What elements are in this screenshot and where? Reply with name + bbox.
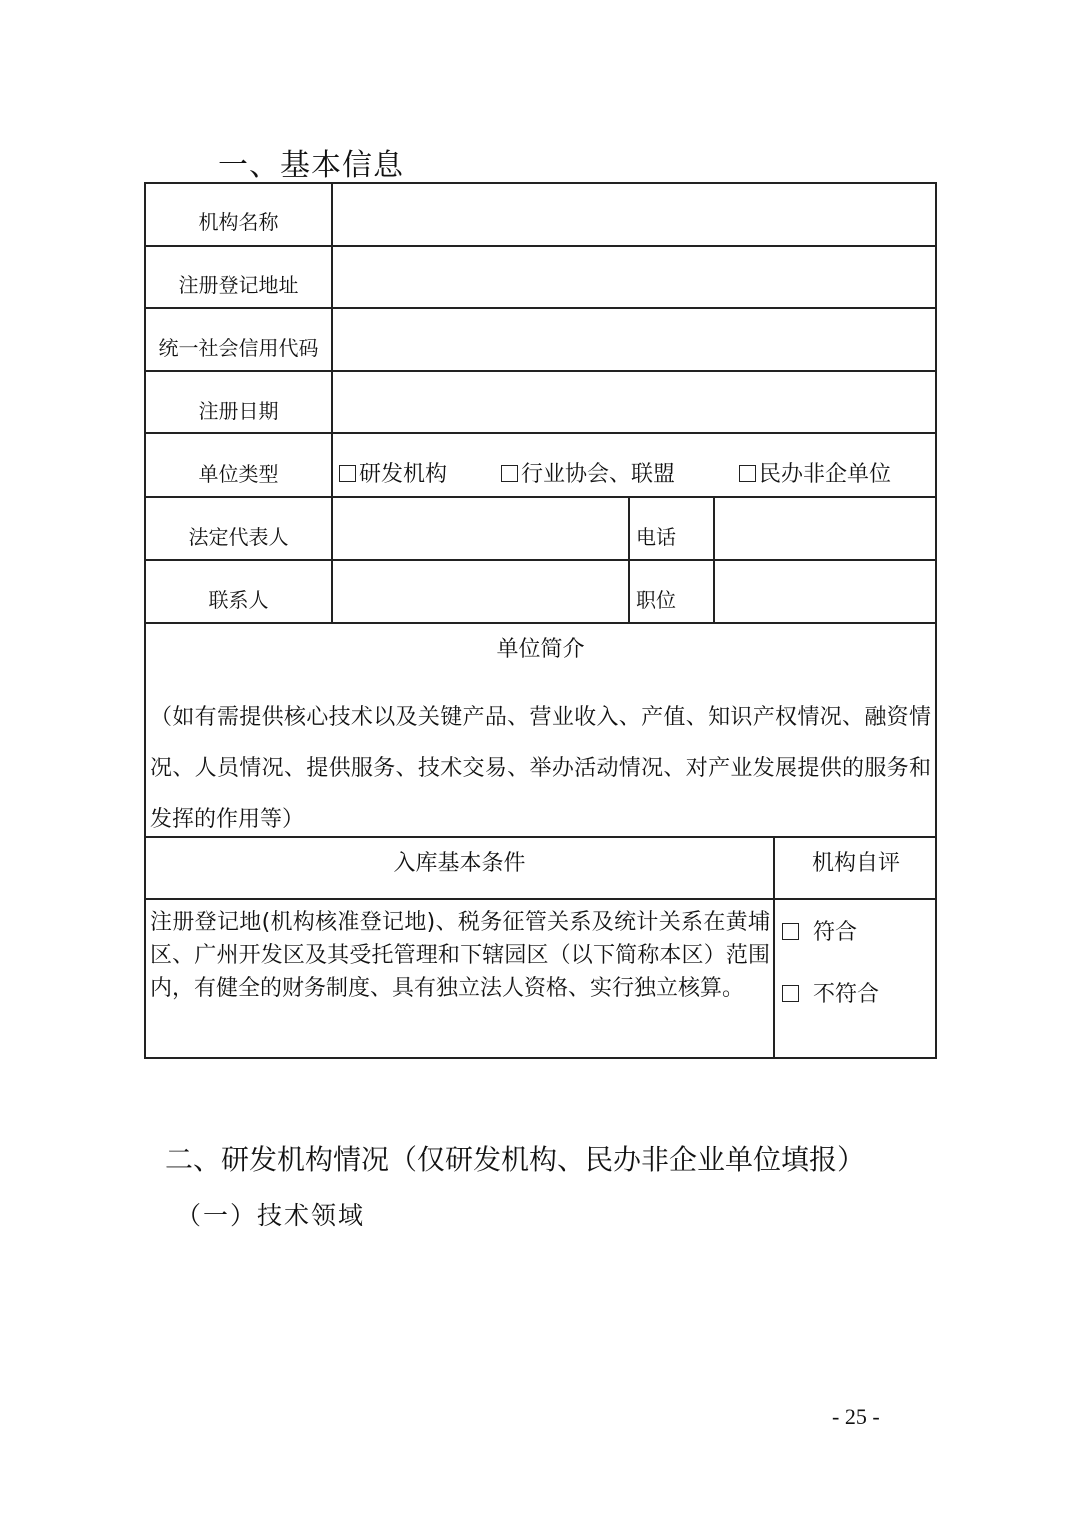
- reg-date-label: 注册日期: [198, 398, 279, 423]
- unit-intro-title: 单位简介: [496, 637, 585, 662]
- phone-label: 电话: [636, 525, 676, 549]
- section2-subtitle: （一）技术领域: [176, 1201, 366, 1230]
- section2-title: 二、研发机构情况（仅研发机构、民办非企业单位填报）: [165, 1143, 866, 1176]
- unit-type-option-association[interactable]: 行业协会、联盟: [501, 457, 675, 488]
- self-eval-header: 机构自评: [811, 851, 900, 876]
- org-name-label: 机构名称: [198, 210, 279, 234]
- reg-address-field[interactable]: [333, 247, 937, 307]
- credit-code-label: 统一社会信用代码: [158, 336, 319, 360]
- unit-intro-note: （如有需提供核心技术以及关键产品、营业收入、产值、知识产权情况、融资情况、人员情况、提供服务、技术交易、举办活动情况、对产业发展提供的服务和发挥的作用等）: [150, 705, 931, 832]
- legal-rep-field[interactable]: [333, 498, 628, 559]
- reg-address-label: 注册登记地址: [178, 273, 299, 297]
- checkbox-icon: [782, 923, 799, 940]
- self-eval-option-not-meets[interactable]: 不符合: [782, 977, 879, 1008]
- unit-type-option-rd[interactable]: 研发机构: [339, 457, 447, 488]
- checkbox-icon: [782, 985, 799, 1002]
- position-field[interactable]: [715, 561, 937, 622]
- reg-date-field[interactable]: [333, 372, 937, 432]
- conditions-text: 注册登记地(机构核准登记地)、税务征管关系及统计关系在黄埔区、广州开发区及其受托管理和下辖园区（以下简称本区）范围内，有健全的财务制度、具有独立法人资格、实行独立核算。: [150, 910, 770, 1001]
- conditions-header: 入库基本条件: [393, 851, 526, 876]
- phone-field[interactable]: [715, 498, 937, 559]
- contact-label: 联系人: [208, 588, 269, 612]
- org-name-field[interactable]: [333, 184, 937, 245]
- unit-type-label: 单位类型: [198, 461, 279, 486]
- credit-code-field[interactable]: [333, 309, 937, 370]
- checkbox-icon: [739, 465, 756, 482]
- checkbox-icon: [339, 465, 356, 482]
- section1-title: 一、基本信息: [218, 148, 404, 183]
- unit-type-option-nonprofit[interactable]: 民办非企单位: [739, 457, 891, 488]
- legal-rep-label: 法定代表人: [188, 525, 289, 549]
- position-label: 职位: [636, 588, 676, 612]
- self-eval-option-meets[interactable]: 符合: [782, 915, 857, 946]
- basic-info-form: [144, 182, 937, 1059]
- row-divider: [146, 898, 935, 900]
- page-number: - 25 -: [832, 1404, 880, 1429]
- checkbox-icon: [501, 465, 518, 482]
- contact-field[interactable]: [333, 561, 628, 622]
